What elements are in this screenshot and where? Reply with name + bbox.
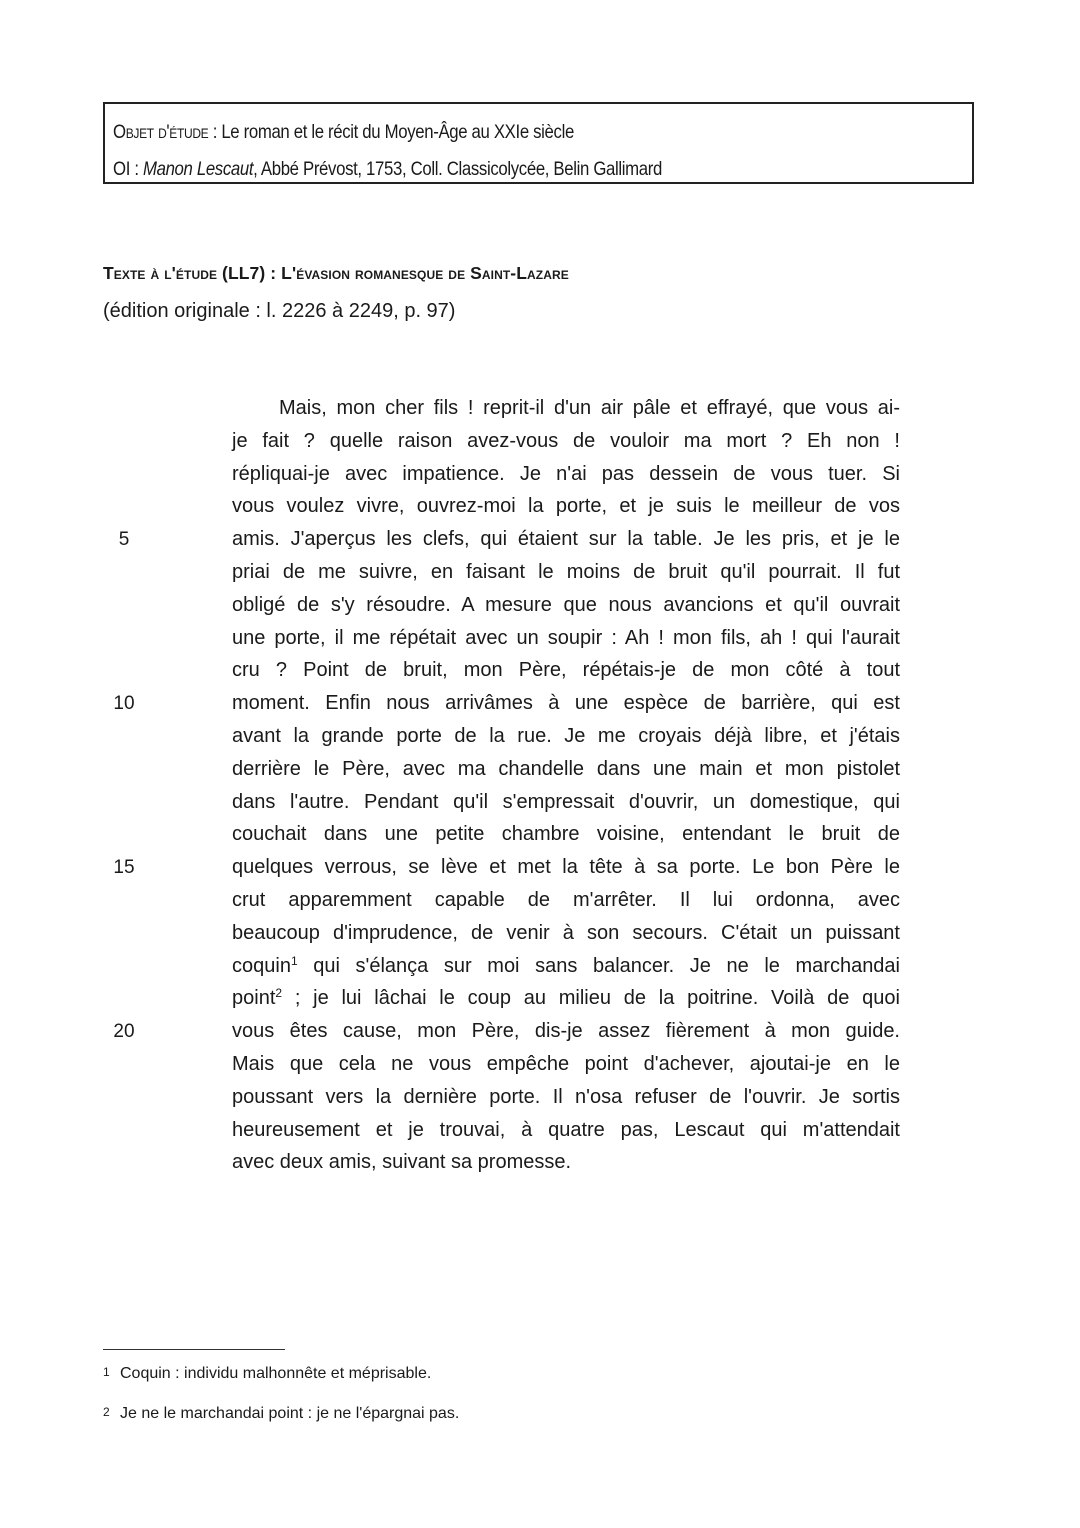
- passage-line: je fait ? quelle raison avez-vous de vouloir ma mort ? Eh non !: [232, 429, 900, 452]
- oi-details: , Abbé Prévost, 1753, Coll. Classicolycée, Belin Gallimard: [253, 158, 662, 180]
- passage-line: vous êtes cause, mon Père, dis-je assez fièrement à mon guide.: [232, 1020, 900, 1043]
- passage-line: derrière le Père, avec ma chandelle dans une main et mon pistolet: [232, 757, 900, 780]
- passage-line: Mais que cela ne vous empêche point d'achever, ajoutai-je en le: [232, 1052, 900, 1075]
- study-object-value: : Le roman et le récit du Moyen-Âge au XXIe siècle: [208, 121, 574, 143]
- passage-line: couchait dans une petite chambre voisine, entendant le bruit de: [232, 823, 900, 846]
- footnote-ref: 1: [290, 953, 298, 968]
- oi-title: Manon Lescaut: [142, 158, 254, 180]
- passage-line: cru ? Point de bruit, mon Père, répétais-je de mon côté à tout: [232, 659, 900, 682]
- passage-line: avec deux amis, suivant sa promesse.: [232, 1151, 572, 1174]
- footnote: [103, 1405, 459, 1423]
- passage-line: quelques verrous, se lève et met la tête à sa porte. Le bon Père le: [232, 856, 900, 879]
- passage-line: répliquai-je avec impatience. Je n'ai pas dessein de vous tuer. Si: [232, 462, 900, 485]
- oi-line: [113, 151, 852, 188]
- passage-line: amis. J'aperçus les clefs, qui étaient sur la table. Je les pris, et je le: [232, 528, 900, 551]
- passage-line: vous voulez vivre, ouvrez-moi la porte, et je suis le meilleur de vos: [232, 495, 900, 518]
- passage-line: crut apparemment capable de m'arrêter. Il lui ordonna, avec: [232, 888, 900, 911]
- passage-line: moment. Enfin nous arrivâmes à une espèce de barrière, qui est: [232, 692, 900, 715]
- passage-line: [232, 982, 900, 1015]
- footnote: [103, 1365, 431, 1383]
- passage-text: ; je lui lâchai le coup au milieu de la poitrine. Voilà de quoi: [282, 987, 900, 1010]
- footnote-ref: 2: [275, 986, 283, 1001]
- study-text-title: Texte à l'étude (LL7) : L'évasion romanesque de Saint-Lazare: [103, 263, 569, 283]
- passage-line: beaucoup d'imprudence, de venir à son secours. C'était un puissant: [232, 921, 900, 944]
- study-object-line: [113, 114, 852, 151]
- footnote-text: Coquin : individu malhonnête et méprisable.: [120, 1365, 432, 1382]
- footnote-text: Je ne le marchandai point : je ne l'épargnai pas.: [120, 1405, 460, 1422]
- line-number: 20: [113, 1021, 135, 1042]
- line-number: 5: [118, 529, 130, 550]
- edition-reference: (édition originale : l. 2226 à 2249, p. 97): [103, 300, 456, 322]
- study-passage: [232, 392, 900, 1179]
- footnote-number: 1: [103, 1365, 110, 1379]
- passage-line: dans l'autre. Pendant qu'il s'empressait d'ouvrir, un domestique, qui: [232, 790, 900, 813]
- passage-line: avant la grande porte de la rue. Je me croyais déjà libre, et j'étais: [232, 724, 900, 747]
- passage-line: priai de me suivre, en faisant le moins de bruit qu'il pourrait. Il fut: [232, 560, 900, 583]
- passage-line: une porte, il me répétait avec un soupir : Ah ! mon fils, ah ! qui l'aurait: [232, 626, 900, 649]
- study-object-box: [103, 102, 974, 184]
- passage-text: qui s'élança sur moi sans balancer. Je ne le marchandai: [297, 954, 900, 977]
- passage-line: [232, 950, 900, 983]
- passage-line: poussant vers la dernière porte. Il n'osa refuser de l'ouvrir. Je sortis: [232, 1085, 900, 1108]
- footnote-number: 2: [103, 1405, 110, 1419]
- oi-label: OI :: [113, 158, 143, 180]
- passage-text: coquin: [232, 954, 291, 977]
- passage-line: heureusement et je trouvai, à quatre pas, Lescaut qui m'attendait: [232, 1118, 900, 1141]
- study-object-label: Objet d'étude: [113, 121, 209, 143]
- passage-text: point: [232, 987, 276, 1010]
- passage-line: Mais, mon cher fils ! reprit-il d'un air pâle et effrayé, que vous ai-: [279, 397, 900, 419]
- footnote-separator: [103, 1349, 285, 1350]
- line-number: 10: [113, 693, 135, 714]
- passage-line: obligé de s'y résoudre. A mesure que nous avancions et qu'il ouvrait: [232, 593, 900, 616]
- line-number: 15: [113, 857, 135, 878]
